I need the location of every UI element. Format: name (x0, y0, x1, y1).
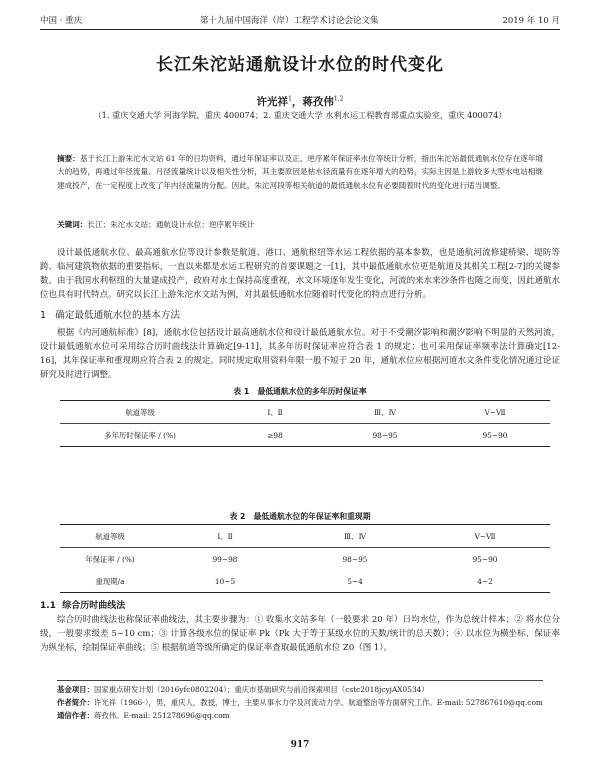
footnote-correspondence (57, 710, 543, 723)
page-number: 917 (290, 740, 310, 750)
author-list (0, 94, 600, 109)
keywords-text: 长江；朱沱水文站；通航设计水位；逆序累年统计 (87, 220, 255, 229)
footnote-fund-text: 国家重点研发计划（2016yfc0802204）；重庆市基础研究与前沿探索项目（cstc2018jcyjAX0534） (93, 685, 429, 694)
author-name: 许光祥 (256, 96, 289, 108)
table-row (60, 424, 550, 447)
footnotes (57, 684, 543, 722)
table-cell: 10~5 (160, 570, 290, 593)
footnote-corr-label: 通信作者： (57, 710, 94, 720)
table-header-cell: Ⅴ~Ⅶ (440, 401, 550, 424)
footnote-author (57, 697, 543, 710)
footnote-rule (57, 680, 543, 681)
table-cell: 多年历时保证率 / (%) (60, 424, 220, 447)
author-affil-mark: 1,2 (333, 95, 344, 103)
keywords-label: 关键词： (57, 220, 88, 229)
subsection-number: 1.1 (40, 601, 56, 611)
subsection-paragraph: 综合历时曲线法也称保证率曲线法，其主要步骤为：① 收集水文站多年（一般要求 20 年）日均水位，作为总统计样本；② 将水位分级，一般要求级差 5~10 cm；③ 计算各级水位的保证率 Pk（Pk 大于等于某级水位的天数/统计的总天数）；④ 以水位为横坐标、保证率为纵坐标，绘制保证率曲线；⑤ 根据航道等级所确定的保证率查取最低通航水位 Z0（图 1）。 (40, 615, 560, 653)
table1-caption-text: 最低通航水位的多年历时保证率 (257, 387, 367, 396)
table2 (60, 524, 550, 593)
affiliation: （1. 重庆交通大学 河海学院，重庆 400074；2. 重庆交通大学 水利水运工程教育部重点实验室，重庆 400074） (93, 110, 507, 120)
table-cell: 99~98 (212, 554, 238, 564)
table-header-row (60, 401, 550, 424)
footnote-corr-text: 蒋孜伟。E-mail: 251278696@qq.com (93, 710, 230, 720)
author-separator: ， (291, 96, 303, 108)
keywords (57, 219, 543, 230)
author-affil-mark: 1 (288, 95, 292, 103)
abstract (57, 152, 543, 192)
table-cell: 5~4 (290, 570, 420, 593)
intro-paragraph: 设计最低通航水位、最高通航水位等设计参数是航道、港口、通航枢纽等水运工程依据的基本参数，也是通航河流修建桥梁、堤防等跨、临河建筑物依据的重要指标，一直以来都是水运工程研究的首要课题之一[1]，其中最低通航水位更是航道及其相关工程[2-7]的关键参数。由于我国水利枢纽的大量建成投产，政府对水土保持高度重视，水文环境逐年发生变化，河流的来水来沙条件也随之而变，因此通航水位也具有时代特点。研究以长江上游朱沱水文站为例，对其最低通航水位随着时代变化的特点进行分析。 (40, 248, 560, 300)
table-header-row (60, 525, 550, 548)
table-row (60, 548, 550, 571)
table-cell: 98~95 (330, 424, 440, 447)
table-header-cell: Ⅰ、Ⅱ (160, 525, 290, 548)
subsection-heading (40, 598, 125, 611)
table1-caption-number: 表 1 (233, 387, 250, 396)
table-cell: ≥98 (220, 424, 330, 447)
header-date: 2019 年 10 月 (502, 16, 560, 26)
abstract-label: 摘要： (57, 154, 80, 163)
table1-caption (0, 386, 600, 397)
table-cell: 95~90 (440, 424, 550, 447)
header-proceedings: 第十九届中国海洋（岸）工程学术讨论会论文集 (200, 16, 379, 26)
section-title: 确定最低通航水位的基本方法 (55, 310, 180, 321)
table-header-cell: Ⅴ~Ⅶ (420, 525, 550, 548)
table2-caption-text: 最低通航水位的年保证率和重现期 (253, 512, 371, 521)
table-header-cell: 航道等级 (60, 525, 160, 548)
table2-caption (0, 511, 600, 522)
table1 (60, 400, 550, 447)
footnote-fund (57, 684, 543, 697)
footnote-fund-label: 基金项目： (57, 685, 94, 694)
table-cell: 年保证率 / (%) (85, 554, 135, 564)
abstract-text: 基于长江上游朱沱水文站 61 年的日均资料，通过年保证率以及正、逆序累年保证率水位等统计分析，指出朱沱站最低通航水位存在逐年增大的趋势，再通过年径流量、月径流量统计以及相关性分析，其主要原因是枯水径流量有在逐年增大的趋势，实际主因是上游较多大型水电站相继建成投产，在一定程度上改变了年内径流量的分配。因此，朱沱河段等相关航道的最低通航水位有必要随着时代的变化进行适当调整。 (57, 154, 544, 190)
header-location: 中国 · 重庆 (40, 16, 83, 26)
footnote-author-label: 作者简介： (57, 697, 94, 707)
table-header-cell: 航道等级 (60, 401, 220, 424)
section-number: 1 (40, 310, 47, 321)
table-header-cell: Ⅰ、Ⅱ (220, 401, 330, 424)
table-cell: 重现期/a (60, 570, 160, 593)
table-header-cell: Ⅲ、Ⅳ (290, 525, 420, 548)
table-cell: 98~95 (342, 554, 368, 564)
section-heading (40, 307, 180, 321)
footnote-author-text: 许光祥（1966-），男，重庆人，教授，博士，主要从事水力学及河流动力学、航道整治等方面研究工作。E-mail: 527867610@qq.com (93, 697, 543, 707)
table-cell: 95~90 (472, 554, 498, 564)
table-cell: 4~2 (420, 570, 550, 593)
header-rule (40, 29, 560, 30)
table-row (60, 570, 550, 593)
subsection-title: 综合历时曲线法 (62, 601, 126, 611)
section1-paragraph: 根据《内河通航标准》[8]，通航水位包括设计最高通航水位和设计最低通航水位。对于不受潮汐影响和潮汐影响不明显的天然河流，设计最低通航水位可采用综合历时曲线法计算确定[9-11]，其多年历时保证率应符合表 1 的规定；也可采用保证率频率法计算确定[12-16]，其年保证率和重现期应符合表 2 的规定。同时规定取用资料年限一般不短于 20 年，通航水位应根据河道水文条件变化情况通过论证研究及时进行调整。 (40, 328, 560, 380)
table2-caption-number: 表 2 (229, 512, 246, 521)
table-header-cell: Ⅲ、Ⅳ (330, 401, 440, 424)
paper-title: 长江朱沱站通航设计水位的时代变化 (156, 55, 444, 75)
author-name: 蒋孜伟 (302, 96, 334, 108)
running-header (40, 14, 560, 28)
